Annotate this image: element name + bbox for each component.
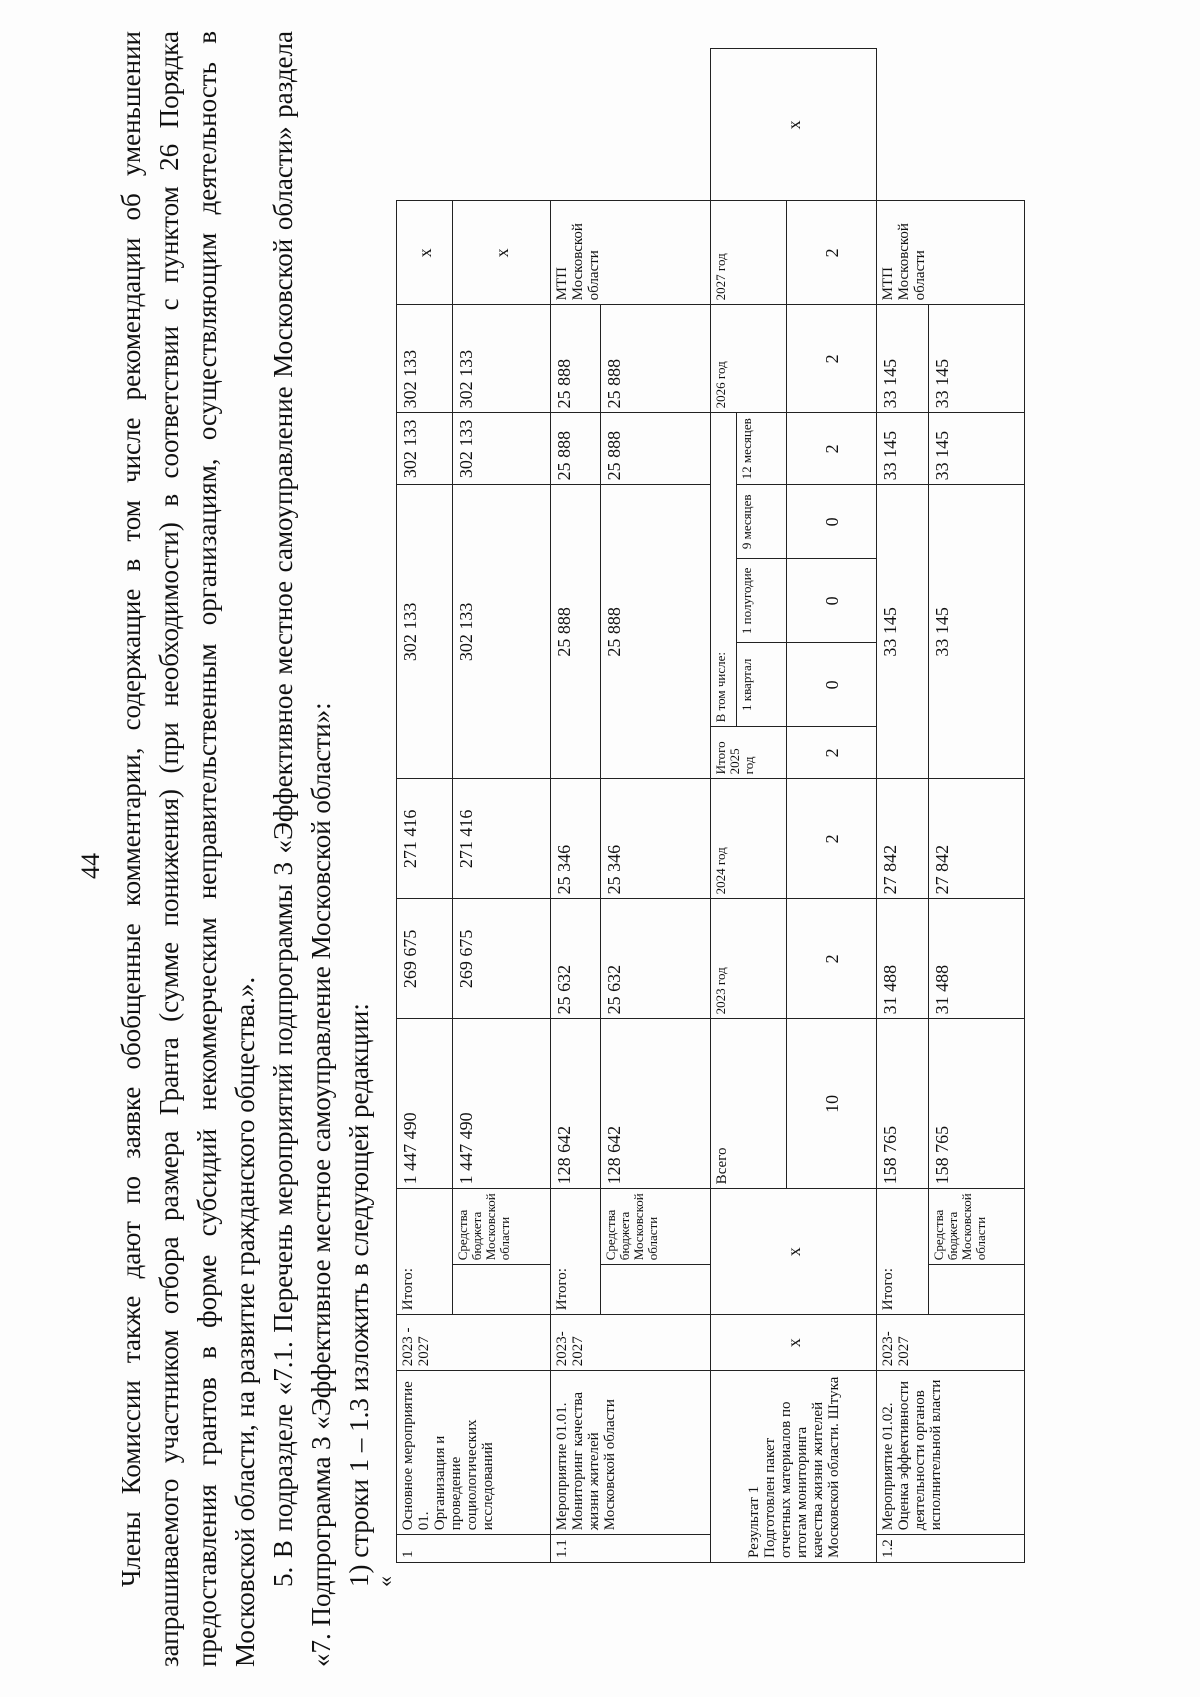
- paragraph-rows-instruction: 1) строки 1 – 1.3 изложить в следующей редакции:: [344, 1003, 374, 1587]
- row11-name: Мероприятие 01.01. Мониторинг качества жизни жителей Московской области: [551, 1371, 711, 1535]
- table-row: 10 2 2 2 0 0 0 2 2 2: [787, 49, 877, 1563]
- table-row: 1 Основное мероприятие 01. Организация и проведение социологических исследований 2023 - 2027 Итого: 1 447 490 269 675 271 416 302 133 302 133 302 133 х: [397, 49, 453, 1563]
- row12-name: Мероприятие 01.02. Оценка эффективности деятельности органов исполнительной власти: [877, 1371, 1025, 1535]
- activities-table: [396, 48, 1025, 1563]
- table-row: Средства бюджета Московской области 128 642 25 632 25 346 25 888 25 888 25 888: [601, 49, 711, 1563]
- row11-responsible: МТП Московской области: [551, 201, 711, 305]
- open-quote: «: [372, 1576, 397, 1587]
- page-number: 44: [76, 853, 105, 879]
- paragraph-section-5: 5. В подразделе «7.1. Перечень мероприятий подпрограммы 3 «Эффективное местное самоуправление Московской области» раздела «7. Подпрограмма 3 «Эффективное местное самоуправление Московской области»:: [268, 31, 336, 1667]
- table-row: Результат 1 Подготовлен пакет отчетных материалов по итогам мониторинга качества жизни жителей Московской области. Штука х х Всего 2023 год 2024 год Итого 2025 год В том числе: 2026 год 2027 год х: [711, 49, 737, 1563]
- paragraph-commission: Члены Комиссии также дают по заявке обобщенные комментарии, содержащие в том числе рекомендации об уменьшении запрашиваемого участником отбора размера Гранта (сумме понижения) (при необходимости) в соответствии с пунктом 26 Порядка предоставления грантов в форме субсидий некоммерческим неправительственным организациям, осуществляющим деятельность в Московской области, на развитие гражданского общества.».: [116, 31, 260, 1667]
- result-1-name: Результат 1 Подготовлен пакет отчетных материалов по итогам мониторинга качества жизни жителей Московской области. Штука: [711, 1371, 877, 1563]
- table-row: Средства бюджета Московской области 158 765 31 488 27 842 33 145 33 145 33 145: [929, 49, 1025, 1563]
- table-row: 1 квартал 1 полугодие 9 месяцев 12 месяцев: [737, 49, 787, 1563]
- row12-responsible: МТП Московской области: [877, 201, 1025, 305]
- table-row: Средства бюджета Московской области 1 447 490 269 675 271 416 302 133 302 133 302 133 х: [453, 49, 551, 1563]
- row1-name: Основное мероприятие 01. Организация и проведение социологических исследований: [397, 1371, 551, 1535]
- table-row: 1.2 Мероприятие 01.02. Оценка эффективности деятельности органов исполнительной власти 2023-2027 Итого: 158 765 31 488 27 842 33 145 33 145 33 145 МТП Московской области: [877, 49, 929, 1563]
- table-row: 1.1 Мероприятие 01.01. Мониторинг качества жизни жителей Московской области 2023-2027 Итого: 128 642 25 632 25 346 25 888 25 888 25 888 МТП Московской области: [551, 49, 601, 1563]
